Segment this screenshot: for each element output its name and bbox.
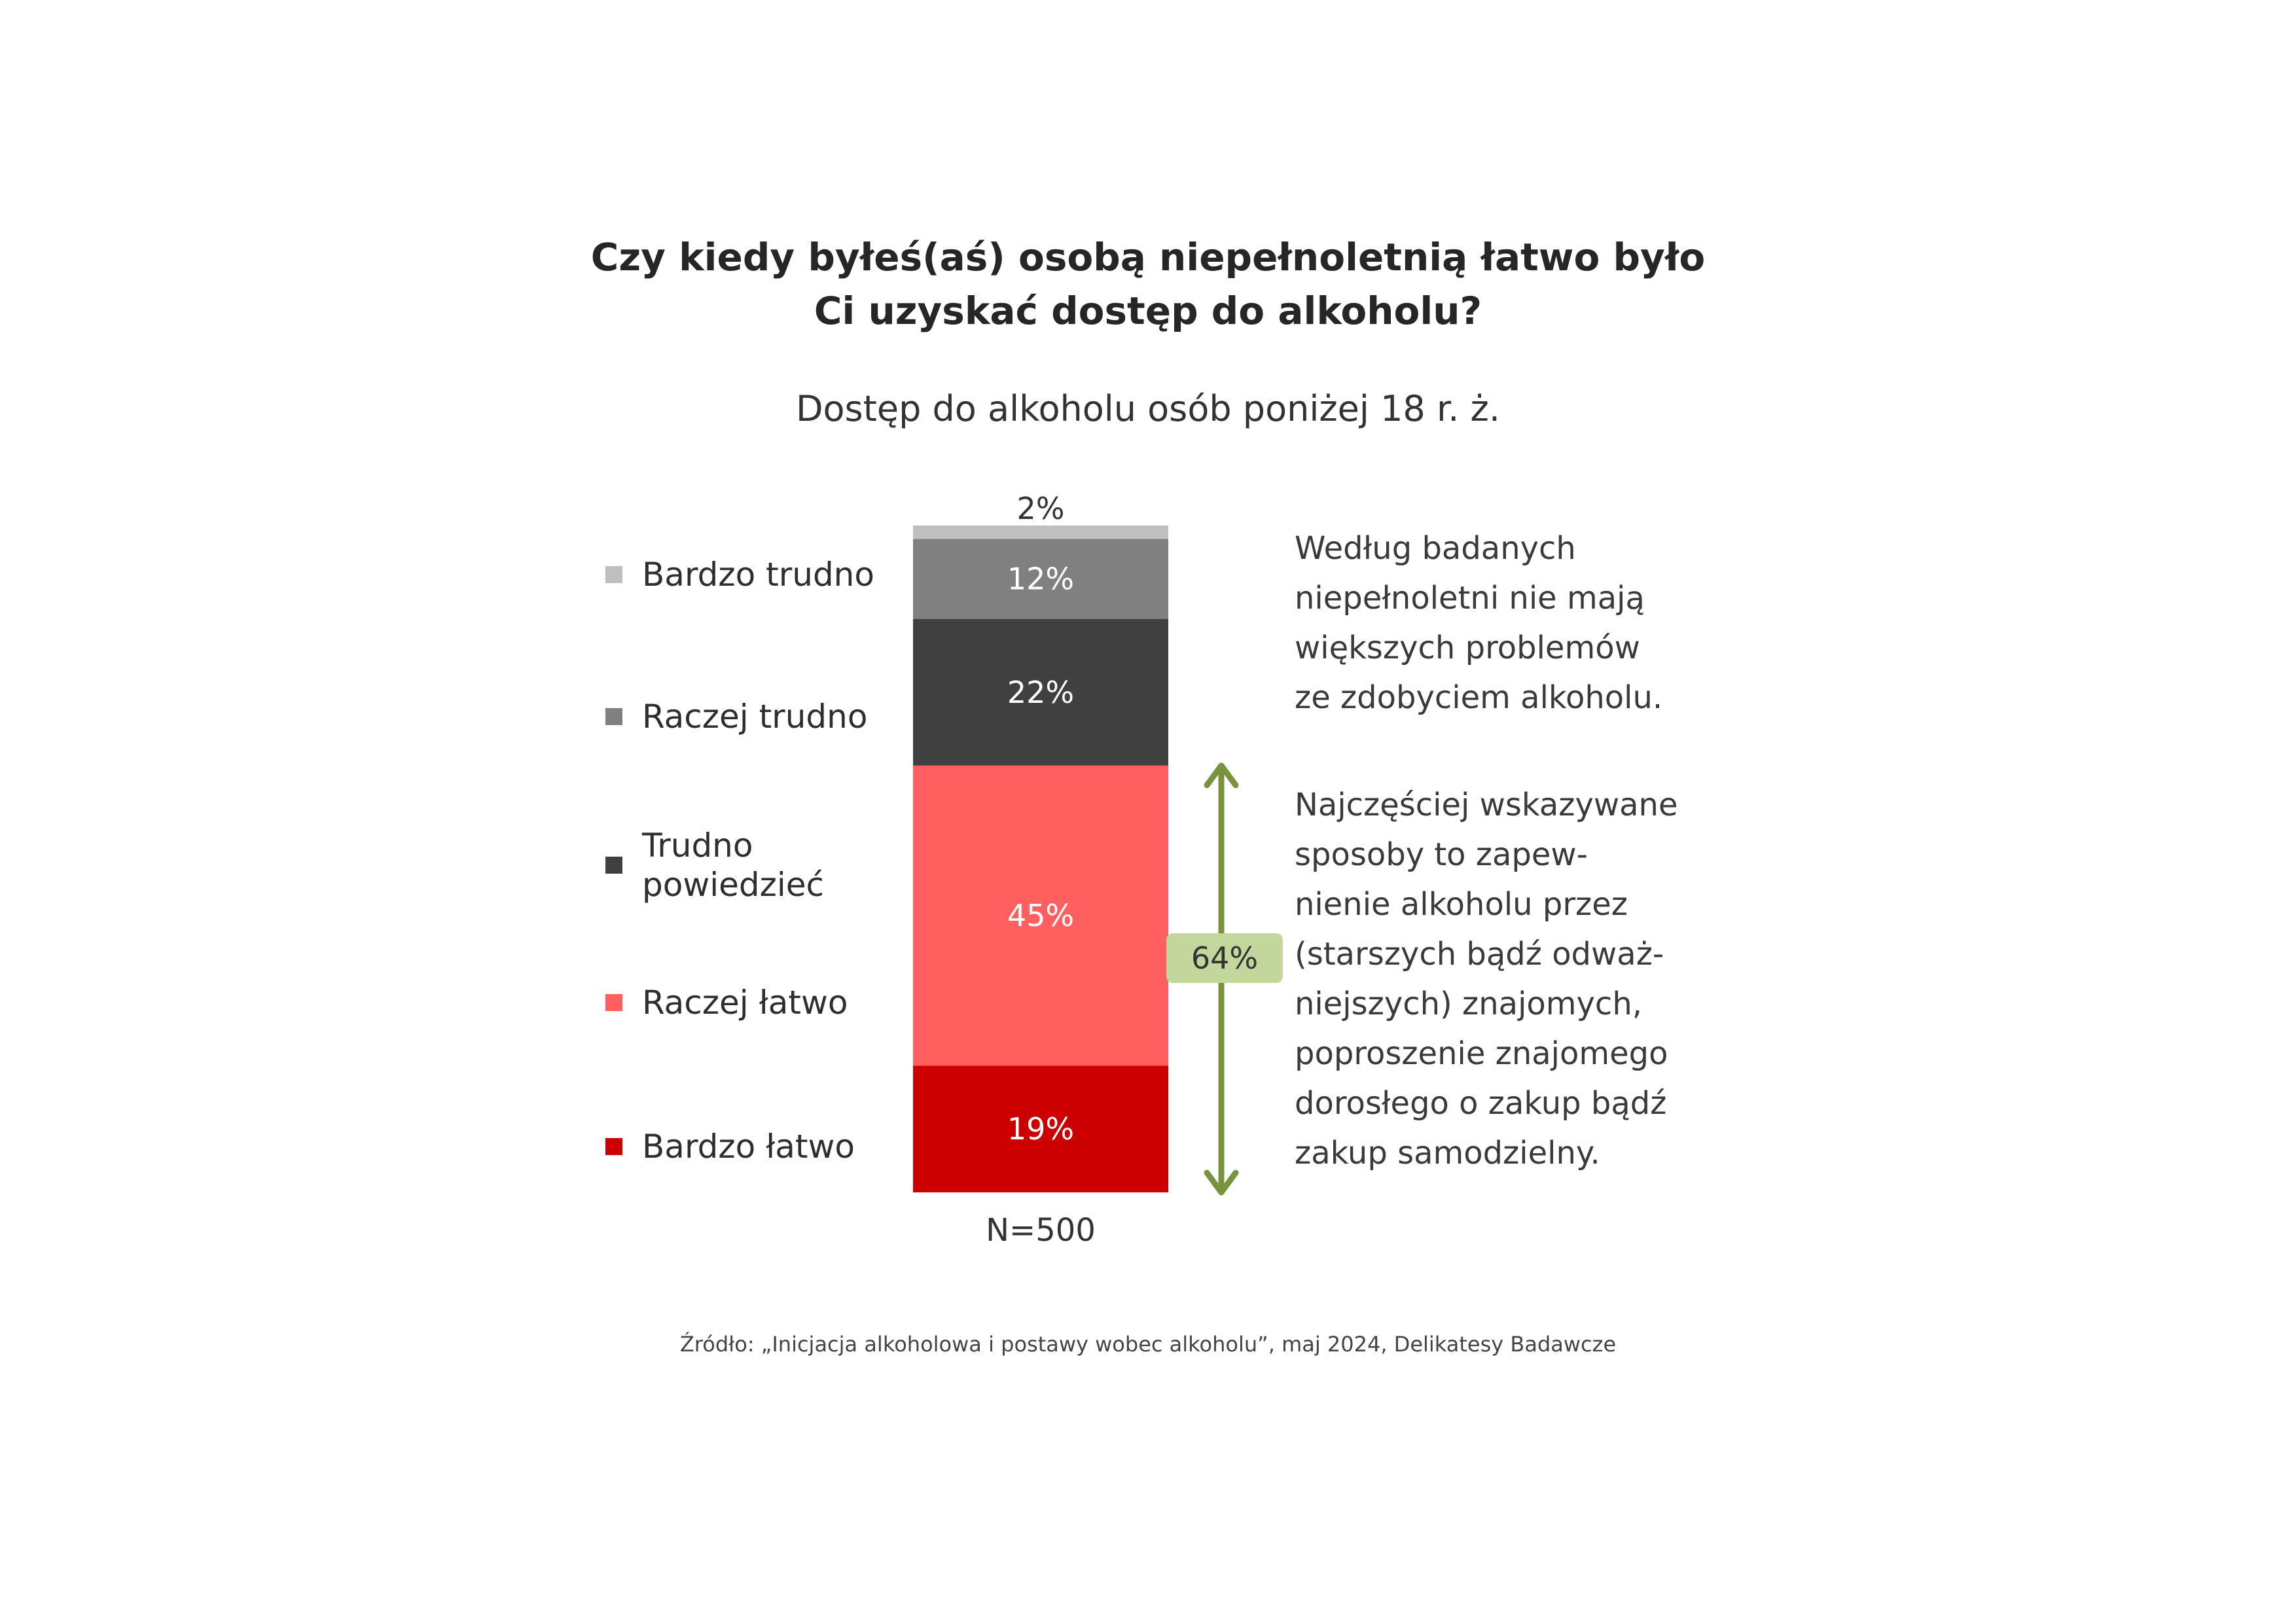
data-label-5: 2% bbox=[1016, 491, 1065, 526]
legend-label-line-1: Trudno bbox=[642, 827, 753, 865]
legend-label: Bardzo łatwo bbox=[642, 1128, 855, 1166]
note-line: nienie alkoholu przez bbox=[1295, 886, 1628, 923]
legend-label: Raczej trudno bbox=[642, 698, 868, 736]
legend-item-bardzo-trudno bbox=[605, 555, 874, 594]
note-line: większych problemów bbox=[1295, 630, 1640, 666]
legend-swatch bbox=[605, 566, 622, 583]
data-label-1: 19% bbox=[1007, 1111, 1075, 1147]
annotation-badge: 64% bbox=[1166, 933, 1283, 983]
legend-label: Bardzo trudno bbox=[642, 556, 874, 594]
legend-swatch bbox=[605, 994, 622, 1011]
note-line: poproszenie znajomego bbox=[1295, 1035, 1668, 1072]
note-line: (starszych bądź odważ- bbox=[1295, 936, 1664, 972]
note-1 bbox=[1295, 524, 1792, 722]
note-2 bbox=[1295, 780, 1792, 1178]
note-line: sposoby to zapew- bbox=[1295, 836, 1588, 873]
source-note: Źródło: „Inicjacja alkoholowa i postawy wobec alkoholu”, maj 2024, Delikatesy Badawcze bbox=[679, 1332, 1617, 1357]
chart-subtitle: Dostęp do alkoholu osób poniżej 18 r. ż. bbox=[795, 388, 1501, 429]
data-label-3: 22% bbox=[1007, 674, 1075, 710]
note-line: zakup samodzielny. bbox=[1295, 1135, 1600, 1171]
legend-item-raczej-trudno bbox=[605, 697, 867, 736]
sample-size-label: N=500 bbox=[986, 1212, 1096, 1249]
legend-swatch bbox=[605, 857, 622, 874]
legend-label: Raczej łatwo bbox=[642, 984, 848, 1022]
data-label-4: 12% bbox=[1007, 561, 1075, 597]
legend-item-raczej-latwo bbox=[605, 983, 848, 1022]
note-line: dorosłego o zakup bądź bbox=[1295, 1085, 1667, 1122]
bar-segment-5 bbox=[913, 526, 1168, 539]
note-line: Najczęściej wskazywane bbox=[1295, 787, 1678, 823]
legend-item-bardzo-latwo bbox=[605, 1127, 855, 1166]
title-line-1: Czy kiedy byłeś(aś) osobą niepełnoletnią łatwo było bbox=[590, 235, 1706, 279]
note-line: ze zdobyciem alkoholu. bbox=[1295, 679, 1663, 716]
legend-label bbox=[642, 826, 824, 904]
note-line: Według badanych bbox=[1295, 530, 1576, 567]
legend-item-trudno-powiedziec bbox=[605, 826, 824, 904]
note-line: niepełnoletni nie mają bbox=[1295, 580, 1645, 616]
title-line-2: Ci uzyskać dostęp do alkoholu? bbox=[814, 289, 1482, 333]
legend-swatch bbox=[605, 708, 622, 725]
note-line: niejszych) znajomych, bbox=[1295, 986, 1642, 1022]
legend-swatch bbox=[605, 1138, 622, 1155]
data-label-2: 45% bbox=[1007, 898, 1075, 934]
legend-label-line-2: powiedzieć bbox=[642, 866, 825, 904]
